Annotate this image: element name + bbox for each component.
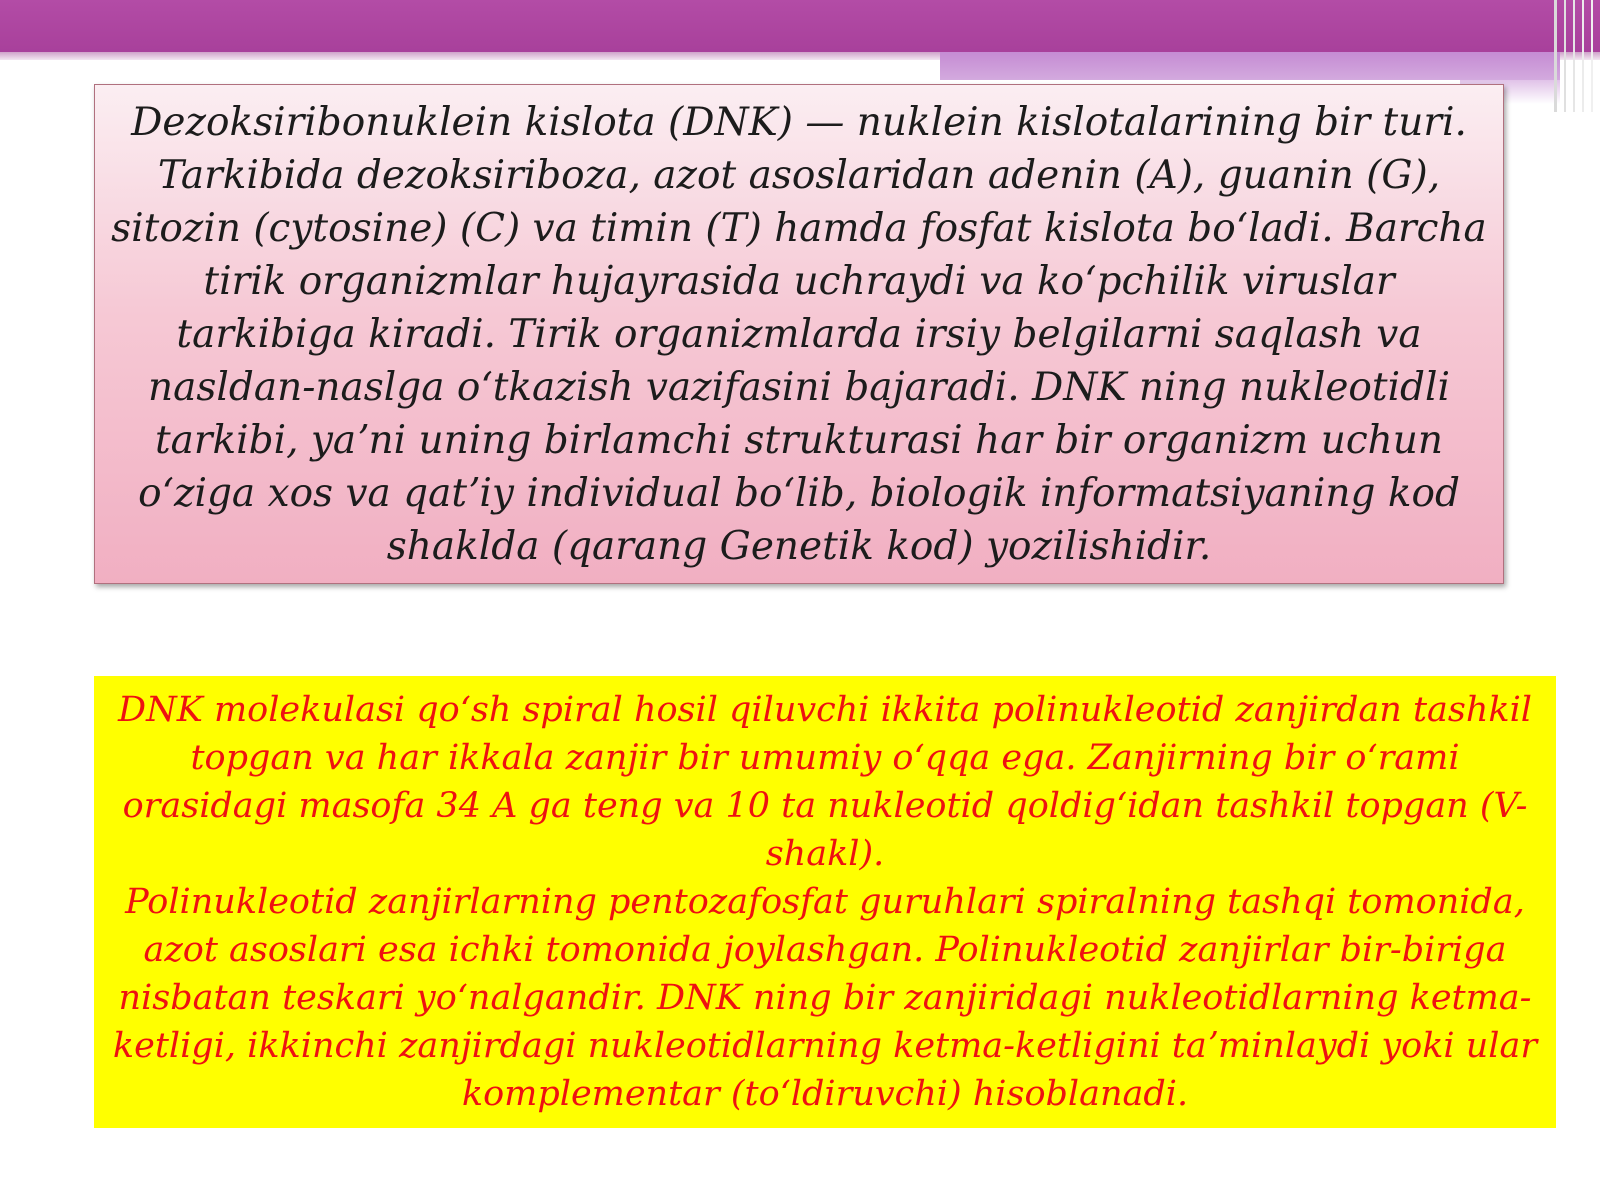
structure-paragraph-2: Polinukleotid zanjirlarning pentozafosfat guruhlari spiralning tashqi tomonida, azot asoslari esa ichki tomonida joylashgan. Polinukleotid zanjirlar bir-biriga nisbatan teskari yoʻnalgandir. DNK ning bir zanjiridagi nukleotidlarning ketma-ketligi, ikkinchi zanjirdagi nukleotidlarning ketma-ketligini taʼminlaydi yoki ular komplementar (toʻldiruvchi) hisoblanadi.	[112, 882, 1538, 1114]
decorative-line	[1564, 0, 1566, 112]
structure-box	[94, 676, 1556, 1128]
decorative-line	[1573, 0, 1575, 112]
header-bar	[0, 0, 1600, 52]
structure-paragraph-1: DNK molekulasi qoʻsh spiral hosil qiluvchi ikkita polinukleotid zanjirdan tashkil topgan va har ikkala zanjir bir umumiy oʻqqa ega. Zanjirning bir oʻrami orasidagi masofa 34 A ga teng va 10 ta nukleotid qoldigʻidan tashkil topgan (V-shakl).	[118, 690, 1532, 874]
definition-text: Dezoksiribonuklein kislota (DNK) — nuklein kislotalarining bir turi. Tarkibida dezoksiriboza, azot asoslaridan adenin (A), guanin (G), sitozin (cytosine) (C) va timin (T) hamda fosfat kislota boʻladi. Barcha tirik organizmlar hujayrasida uchraydi va koʻpchilik viruslar tarkibiga kiradi. Tirik organizmlarda irsiy belgilarni saqlash va nasldan-naslga oʻtkazish vazifasini bajaradi. DNK ning nukleotidli tarkibi, yaʼni uning birlamchi strukturasi har bir organizm uchun oʻziga xos va qatʼiy individual boʻlib, biologik informatsiyaning kod shaklda (qarang Genetik kod) yozilishidir.	[111, 99, 1487, 569]
decorative-line	[1582, 0, 1584, 112]
decorative-line	[1554, 0, 1557, 112]
header-accent-strip	[940, 52, 1560, 80]
decorative-line	[1591, 0, 1593, 112]
structure-text	[106, 686, 1544, 1118]
definition-box	[94, 84, 1504, 584]
